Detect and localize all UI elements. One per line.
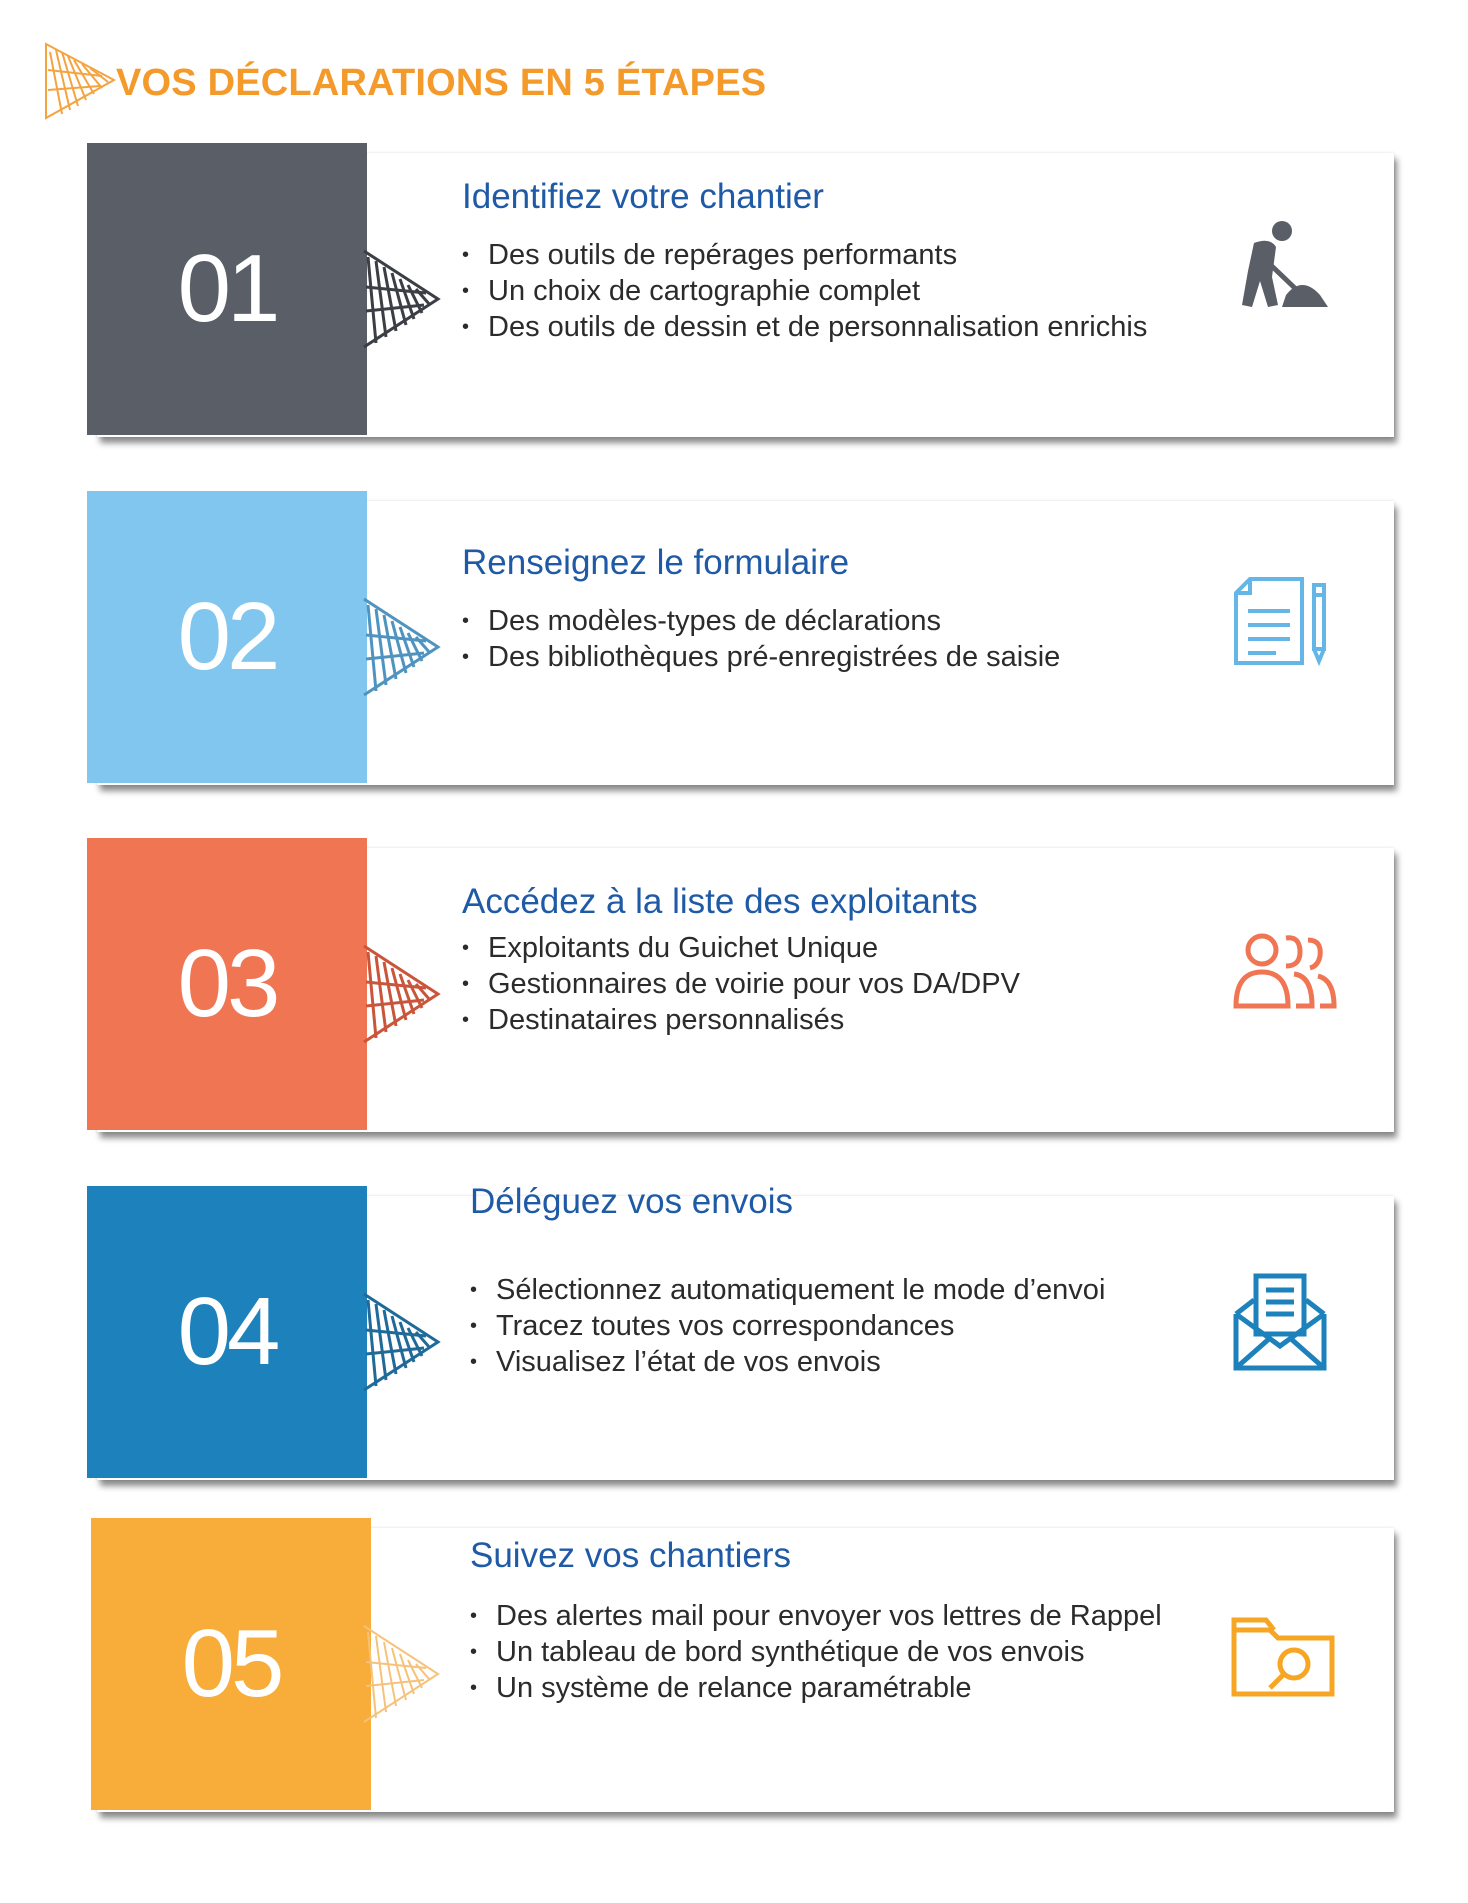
step-3: [0, 838, 1468, 1138]
step-number: 01: [87, 143, 367, 435]
step-number: 02: [87, 491, 367, 783]
construction-worker-icon: [1220, 215, 1350, 345]
envelope-letter-icon: [1220, 1258, 1350, 1388]
bullet-item: • Visualisez l’état de vos envois: [470, 1344, 1250, 1380]
bullet-item: • Des outils de repérages performants: [462, 237, 1222, 273]
page-header: [42, 40, 942, 120]
bullet-list: [462, 930, 1222, 1038]
bullet-item: • Des outils de dessin et de personnalisation enrichis: [462, 309, 1222, 345]
step-number: 04: [87, 1186, 367, 1478]
bullet-item: • Un système de relance paramétrable: [470, 1670, 1190, 1706]
hatched-arrow-icon: [362, 1622, 442, 1726]
bullet-item: • Exploitants du Guichet Unique: [462, 930, 1222, 966]
bullet-item: • Des alertes mail pour envoyer vos lettres de Rappel: [470, 1598, 1190, 1634]
hatched-arrow-icon: [362, 595, 442, 699]
folder-search-icon: [1220, 1590, 1350, 1720]
step-1: [0, 143, 1468, 443]
step-2: [0, 491, 1468, 791]
step-title: Suivez vos chantiers: [470, 1536, 791, 1575]
bullet-item: • Des bibliothèques pré-enregistrées de saisie: [462, 639, 1222, 675]
bullet-list: [462, 603, 1222, 675]
bullet-item: • Un choix de cartographie complet: [462, 273, 1222, 309]
users-group-icon: [1220, 910, 1350, 1040]
bullet-item: • Sélectionnez automatiquement le mode d’envoi: [470, 1272, 1250, 1308]
bullet-item: • Destinataires personnalisés: [462, 1002, 1222, 1038]
step-5: [0, 1518, 1468, 1818]
bullet-item: • Des modèles-types de déclarations: [462, 603, 1222, 639]
hatched-arrow-icon: [362, 247, 442, 351]
step-title: Identifiez votre chantier: [462, 177, 824, 216]
hatched-arrow-icon: [362, 1290, 442, 1394]
bullet-list: [470, 1598, 1190, 1706]
bullet-item: • Un tableau de bord synthétique de vos envois: [470, 1634, 1190, 1670]
page-title: VOS DÉCLARATIONS EN 5 ÉTAPES: [116, 62, 767, 104]
bullet-item: • Tracez toutes vos correspondances: [470, 1308, 1250, 1344]
hatched-arrow-icon: [362, 942, 442, 1046]
step-number: 03: [87, 838, 367, 1130]
bullet-list: [462, 237, 1222, 345]
document-pen-icon: [1220, 563, 1350, 693]
step-number: 05: [91, 1518, 371, 1810]
arrow-hatch-icon: [42, 40, 118, 122]
step-title: Accédez à la liste des exploitants: [462, 882, 978, 921]
step-title: Déléguez vos envois: [470, 1182, 793, 1221]
step-4: [0, 1182, 1468, 1486]
step-title: Renseignez le formulaire: [462, 543, 850, 582]
bullet-item: • Gestionnaires de voirie pour vos DA/DPV: [462, 966, 1222, 1002]
bullet-list: [470, 1272, 1250, 1380]
